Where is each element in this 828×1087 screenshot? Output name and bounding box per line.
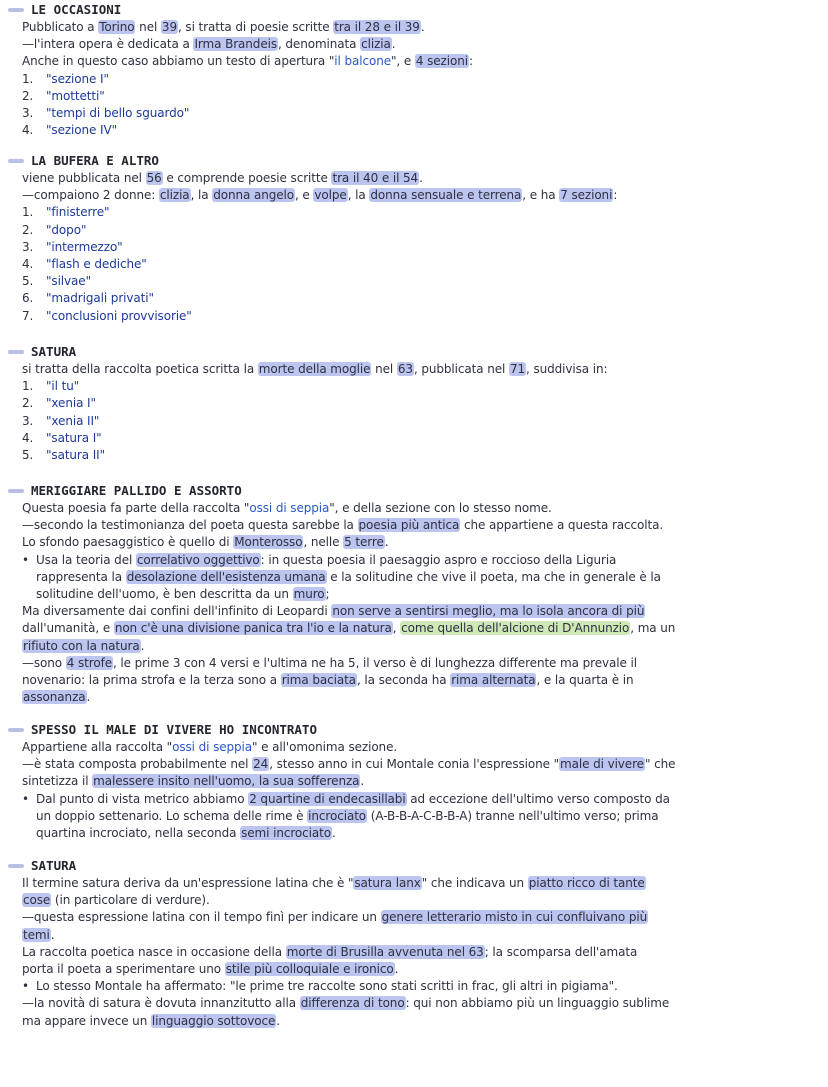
- highlight: muro: [293, 586, 325, 601]
- title-text: MERIGGIARE PALLIDO E ASSORTO: [31, 483, 242, 498]
- section-meriggiare: [8, 481, 822, 706]
- highlight: 39: [161, 20, 177, 34]
- bullet-line: • Lo stesso Montale ha affermato: "le prime tre raccolte sono stati scritti in frac, gli altri in pigiama".: [8, 978, 822, 995]
- text-line: solitudine dell'uomo, è ben descritta da un muro;: [36, 586, 330, 601]
- list-item: 3. "intermezzo": [22, 239, 123, 254]
- highlight: correlativo oggettivo: [136, 552, 260, 567]
- text-line: Pubblicato a Torino nel 39, si tratta di poesie scritte tra il 28 e il 39.: [22, 20, 425, 34]
- list-item: 4. "sezione IV": [22, 123, 117, 138]
- title-bar-decoration: [8, 8, 24, 12]
- highlight: desolazione dell'esistenza umana: [126, 569, 326, 584]
- blue-text: il balcone: [334, 54, 391, 69]
- text-line: —la novità di satura è dovuta innanzitutto alla differenza di tono: qui non abbiamo più un linguaggio sublime: [22, 996, 670, 1011]
- highlight: genere letterario misto in cui confluivano più: [381, 910, 648, 925]
- section-title: [8, 856, 822, 875]
- text-line: —secondo la testimonianza del poeta questa sarebbe la poesia più antica che appartiene a questa raccolta.: [22, 518, 664, 533]
- highlight: tra il 40 e il 54: [332, 171, 419, 185]
- highlight: rifiuto con la natura: [23, 638, 140, 653]
- highlight: 24: [253, 757, 269, 772]
- text-line: Anche in questo caso abbiamo un testo di apertura "il balcone", e 4 sezioni:: [22, 54, 473, 69]
- section-satura-term: [8, 856, 822, 1030]
- highlight: donna angelo: [213, 188, 294, 203]
- highlight: cose: [23, 893, 51, 908]
- text-line: —è stata composta probabilmente nel 24, stesso anno in cui Montale conia l'espressione "male di vivere" che: [22, 757, 676, 772]
- text-line: quartina incrociato, nella seconda semi incrociato.: [36, 825, 336, 840]
- highlight: 7 sezioni: [560, 188, 613, 203]
- text-line: temi.: [23, 927, 55, 942]
- title-bar-decoration: [8, 728, 24, 732]
- highlight: donna sensuale e terrena: [370, 188, 522, 203]
- highlight: poesia più antica: [358, 518, 460, 533]
- highlight: 4 strofe: [66, 655, 112, 670]
- text-line: rifiuto con la natura.: [23, 638, 145, 653]
- highlight: linguaggio sottovoce: [151, 1013, 276, 1028]
- section-title: [8, 720, 822, 739]
- text-line: —compaiono 2 donne: clizia, la donna angelo, e volpe, la donna sensuale e terrena, e ha 7 sezioni:: [22, 188, 618, 203]
- text-line: ma appare invece un linguaggio sottovoce.: [22, 1013, 280, 1028]
- list-item: 3. "xenia II": [22, 413, 100, 428]
- highlight: tra il 28 e il 39: [334, 20, 420, 34]
- text-line: un doppio settenario. Lo schema delle rime è incrociato (A-B-B-A-C-B-B-A) tranne nell'ultimo verso; prima: [36, 808, 659, 823]
- blue-text: ossi di seppia: [172, 740, 253, 754]
- title-text: LE OCCASIONI: [31, 2, 122, 17]
- section-title: [8, 342, 822, 361]
- text-line: —sono 4 strofe, le prime 3 con 4 versi e l'ultima ne ha 5, il verso è di lunghezza differente ma prevale il: [22, 655, 637, 670]
- list-item: 5. "satura II": [22, 447, 106, 462]
- list-item: 5. "silvae": [22, 274, 91, 289]
- section-la-bufera: [8, 151, 822, 325]
- text-line: novenario: la prima strofa e la terza sono a rima baciata, la seconda ha rima alternata, e la quarta è in: [22, 672, 634, 687]
- list-item: 1. "sezione I": [22, 71, 109, 86]
- green-highlight: come quella dell'alcione di D'Annunzio: [401, 621, 630, 636]
- highlight: Torino: [99, 20, 135, 34]
- text-line: si tratta della raccolta poetica scritta la morte della moglie nel 63, pubblicata nel 71, suddivisa in:: [22, 362, 608, 376]
- section-title: [8, 151, 822, 170]
- text-line: cose (in particolare di verdure).: [23, 893, 210, 908]
- list-item: 2. "dopo": [22, 222, 87, 237]
- highlight: 2 quartine di endecasillabi: [249, 791, 406, 806]
- title-text: LA BUFERA E ALTRO: [31, 153, 159, 168]
- section-satura-collection: [8, 342, 822, 464]
- highlight: differenza di tono: [300, 996, 405, 1011]
- highlight: morte della moglie: [258, 362, 371, 376]
- bullet-dot: •: [22, 979, 29, 994]
- highlight: male di vivere: [560, 757, 644, 772]
- title-text: SATURA: [31, 858, 77, 873]
- highlight: Irma Brandeis: [194, 37, 277, 52]
- highlight: 71: [509, 362, 526, 376]
- list-item: 2. "xenia I": [22, 396, 96, 411]
- text-line: dall'umanità, e non c'è una divisione panica tra l'io e la natura, come quella dell'alcione di D'Annunzio, ma un: [22, 621, 676, 636]
- highlight: rima alternata: [451, 672, 536, 687]
- bullet-dot: •: [22, 791, 29, 806]
- highlight: volpe: [314, 188, 347, 203]
- text-line: assonanza.: [23, 690, 91, 705]
- title-bar-decoration: [8, 489, 24, 493]
- section-spesso-il-male: [8, 720, 822, 842]
- list-item: 4. "satura I": [22, 430, 102, 445]
- highlight: piatto ricco di tante: [528, 876, 645, 890]
- highlight: 56: [146, 171, 162, 185]
- text-line: Appartiene alla raccolta "ossi di seppia" e all'omonima sezione.: [22, 740, 398, 754]
- list-item: 1. "finisterre": [22, 205, 110, 220]
- title-bar-decoration: [8, 350, 24, 354]
- title-text: SPESSO IL MALE DI VIVERE HO INCONTRATO: [31, 722, 317, 737]
- bullet-line: • Dal punto di vista metrico abbiamo 2 quartine di endecasillabi ad eccezione dell'ultimo verso composto da: [8, 791, 822, 808]
- text-line: Questa poesia fa parte della raccolta "ossi di seppia", e della sezione con lo stesso nome.: [22, 501, 552, 515]
- bullet-dot: •: [22, 552, 29, 567]
- highlight: temi: [23, 927, 50, 942]
- text-line: —questa espressione latina con il tempo finì per indicare un genere letterario misto in cui confluivano più: [22, 910, 648, 925]
- text-line: Il termine satura deriva da un'espressione latina che è "satura lanx" che indicava un piatto ricco di tante: [22, 876, 645, 890]
- text-line: La raccolta poetica nasce in occasione della morte di Brusilla avvenuta nel 63; la scomparsa dell'amata: [22, 944, 638, 959]
- highlight: non c'è una divisione panica tra l'io e la natura: [114, 621, 392, 636]
- highlight: 5 terre: [344, 535, 384, 550]
- highlight: stile più colloquiale e ironico: [225, 961, 394, 976]
- highlight: morte di Brusilla avvenuta nel 63: [286, 944, 484, 959]
- highlight: malessere insito nell'uomo, la sua sofferenza: [93, 774, 360, 789]
- highlight: rima baciata: [281, 672, 356, 687]
- title-bar-decoration: [8, 864, 24, 868]
- text-line: Ma diversamente dai confini dell'infinito di Leopardi non serve a sentirsi meglio, ma lo isola ancora di più: [22, 604, 645, 619]
- text-line: Lo sfondo paesaggistico è quello di Monterosso, nelle 5 terre.: [22, 535, 389, 550]
- text-line: porta il poeta a sperimentare uno stile più colloquiale e ironico.: [22, 961, 399, 976]
- title-text: SATURA: [31, 344, 77, 359]
- section-title: [8, 0, 822, 19]
- highlight: incrociato: [308, 808, 367, 823]
- section-le-occasioni: [8, 0, 822, 139]
- text-line: viene pubblicata nel 56 e comprende poesie scritte tra il 40 e il 54.: [22, 171, 423, 185]
- title-bar-decoration: [8, 159, 24, 163]
- text-line: —l'intera opera è dedicata a Irma Brandeis, denominata clizia.: [22, 37, 396, 52]
- text-line: rappresenta la desolazione dell'esistenza umana e la solitudine che vive il poeta, ma che in generale è la: [36, 569, 661, 584]
- highlight: satura lanx: [354, 876, 421, 890]
- text-line: sintetizza il malessere insito nell'uomo, la sua sofferenza.: [22, 774, 365, 789]
- highlight: 4 sezioni: [415, 54, 468, 69]
- list-item: 2. "mottetti": [22, 88, 105, 103]
- list-item: 3. "tempi di bello sguardo": [22, 105, 190, 120]
- list-item: 1. "il tu": [22, 379, 80, 394]
- highlight: assonanza: [23, 690, 86, 705]
- section-title: [8, 481, 822, 500]
- blue-text: ossi di seppia: [249, 501, 330, 515]
- list-item: 7. "conclusioni provvisorie": [22, 308, 192, 323]
- list-item: 6. "madrigali privati": [22, 291, 154, 306]
- highlight: 63: [397, 362, 413, 376]
- highlight: clizia: [159, 188, 190, 203]
- highlight: semi incrociato: [241, 825, 331, 840]
- highlight: clizia: [361, 37, 391, 52]
- highlight: non serve a sentirsi meglio, ma lo isola ancora di più: [332, 604, 645, 619]
- bullet-line: • Usa la teoria del correlativo oggettivo: in questa poesia il paesaggio aspro e roccioso della Liguria: [8, 552, 822, 569]
- list-item: 4. "flash e dediche": [22, 256, 147, 271]
- highlight: Monterosso: [234, 535, 303, 550]
